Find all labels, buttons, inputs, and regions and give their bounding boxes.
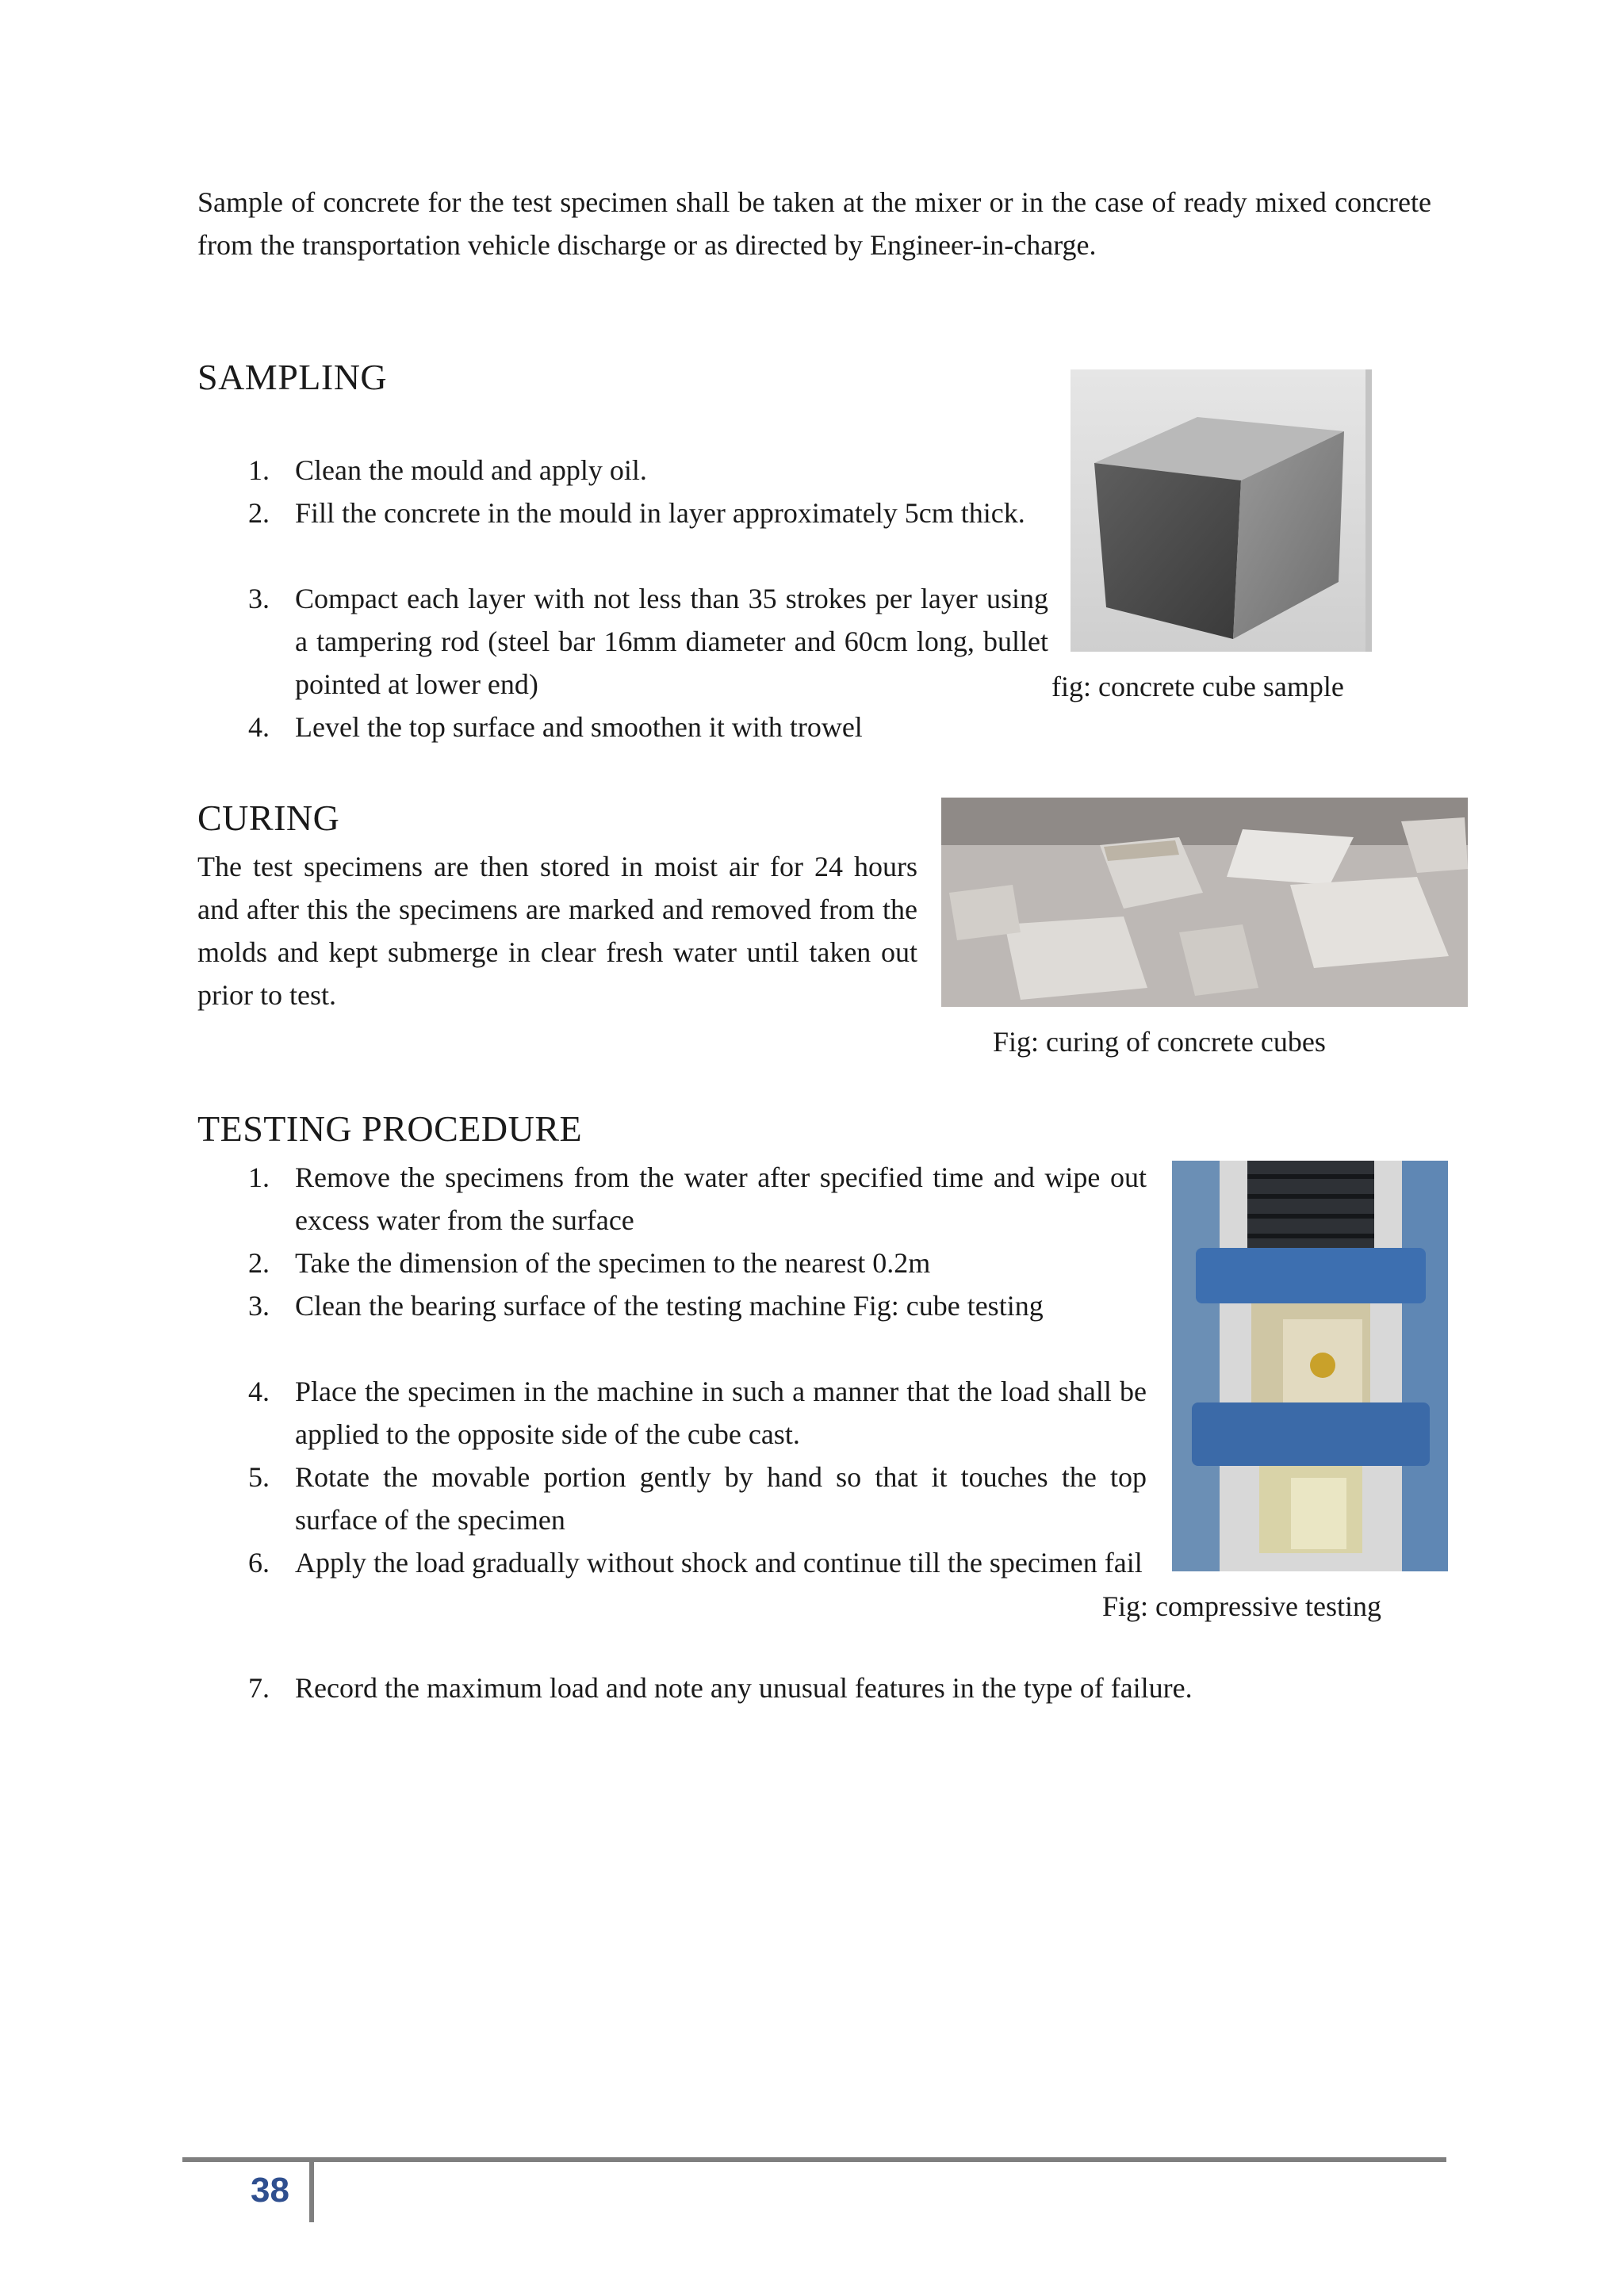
list-number: 2. [248,1247,270,1279]
intro-paragraph: Sample of concrete for the test specimen shall be taken at the mixer or in the case of ready mixed concrete from the transportation vehicle discharge or as directed by Engineer-in-charge. [197,186,1431,261]
list-number: 2. [248,497,270,529]
footer-rule-vertical [309,2157,314,2222]
list-item: Record the maximum load and note any unusual features in the type of failure. [295,1672,1193,1704]
list-item: Fill the concrete in the mould in layer approximately 5cm thick. [295,497,1025,529]
curing-paragraph: The test specimens are then stored in moist air for 24 hours and after this the specimens are marked and removed from the molds and kept submerge in clear fresh water until taken out prior to test. [197,851,917,1011]
list-number: 6. [248,1547,270,1578]
list-item: Remove the specimens from the water after specified time and wipe out excess water from the surface [295,1161,1147,1236]
compressive-testing-image [1172,1161,1448,1571]
list-item: Clean the mould and apply oil. [295,454,647,486]
list-number: 4. [248,1376,270,1407]
list-item: Place the specimen in the machine in such a manner that the load shall be applied to the opposite side of the cube cast. [295,1376,1147,1450]
footer-rule [182,2157,1446,2162]
list-item: Compact each layer with not less than 35 strokes per layer using a tampering rod (steel bar 16mm diameter and 60cm long, bullet pointed at lower end) [295,583,1048,700]
curing-caption: Fig: curing of concrete cubes [993,1026,1326,1058]
compressive-testing-caption: Fig: compressive testing [1102,1590,1381,1622]
list-item: Apply the load gradually without shock and continue till the specimen fail [295,1547,1143,1578]
list-number: 3. [248,1290,270,1322]
curing-cubes-image [941,798,1468,1007]
curing-heading: CURING [197,798,340,838]
list-item: Take the dimension of the specimen to the nearest 0.2m [295,1247,931,1279]
list-item: Rotate the movable portion gently by hand so that it touches the top surface of the specimen [295,1461,1147,1536]
testing-heading: TESTING PROCEDURE [197,1108,583,1149]
concrete-cube-image [1071,369,1372,652]
sampling-heading: SAMPLING [197,357,388,397]
list-number: 5. [248,1461,270,1493]
list-number: 1. [248,454,270,486]
list-number: 4. [248,711,270,743]
list-number: 3. [248,583,270,614]
list-number: 1. [248,1161,270,1193]
list-item: Clean the bearing surface of the testing machine Fig: cube testing [295,1290,1044,1322]
list-item: Level the top surface and smoothen it with trowel [295,711,863,743]
list-number: 7. [248,1672,270,1704]
page-number: 38 [251,2171,289,2210]
cube-sample-caption: fig: concrete cube sample [1051,671,1344,702]
